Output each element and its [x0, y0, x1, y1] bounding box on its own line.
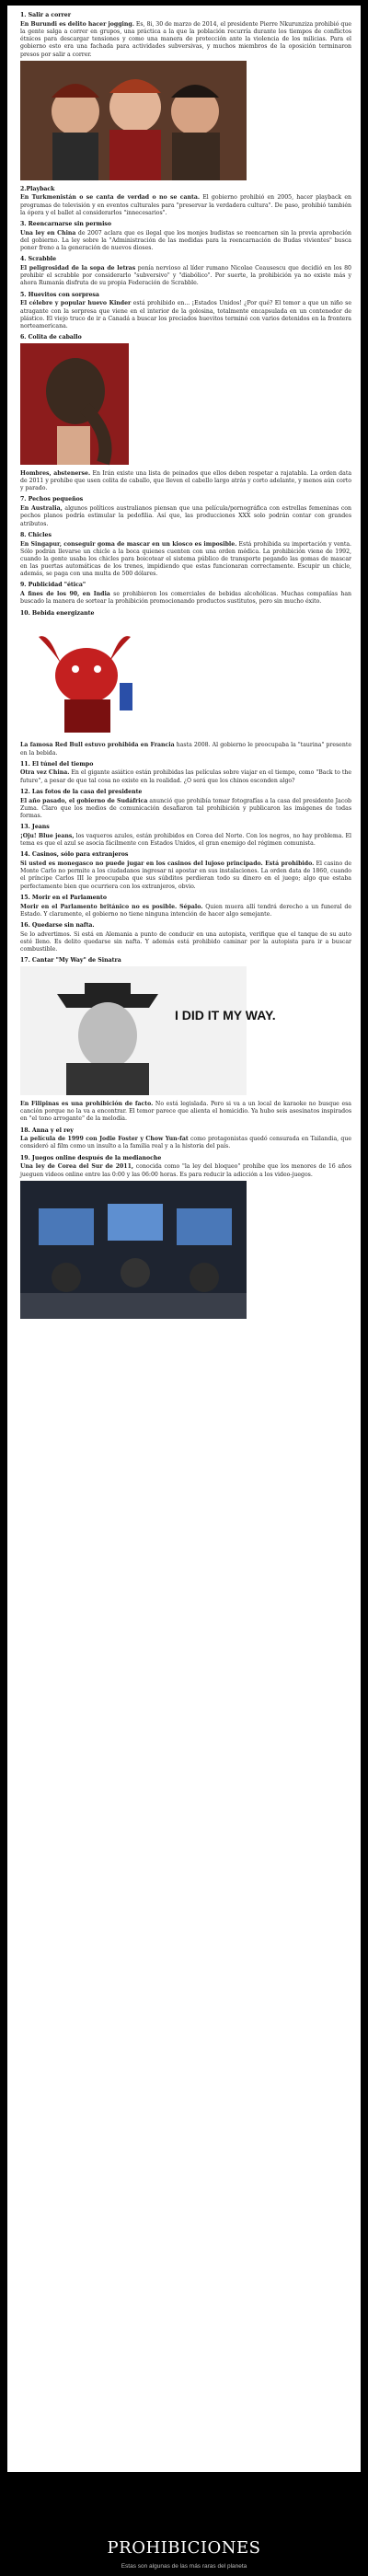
section-lead: ¡Oju! Blue jeans, — [20, 832, 75, 839]
section-body: hasta 2008. Al gobierno le preocupaba la "taurina" presente en la bebida. — [20, 742, 351, 757]
section-text — [20, 470, 351, 493]
section-body: se prohibieron los comerciales de bebidas alcohólicas. Muchas compañías han buscado la manera de sortear la prohibición promocionando productos sustitutos, pero sin mucho éxito. — [20, 591, 351, 606]
section-title: 14. Casinos, sólo para extranjeros — [20, 851, 129, 859]
section-lead: Una ley en China — [20, 229, 76, 237]
section-18 — [20, 1127, 351, 1151]
section-lead: El célebre y popular huevo Kinder — [20, 300, 132, 307]
footer-title: PROHIBICIONES — [107, 2538, 261, 2558]
section-body: los vaqueros azules, están prohibidos en Corea del Norte. Con los negros, no hay problema. El tema es que el azul se asocia fácilmente con Estados Unidos, el gran enemigo del régimen comunista. — [20, 832, 351, 848]
section-body: está prohibido en... ¡Estados Unidos! ¿Por qué? El temor a que un niño se atragante con la sorpresa que viene en el interior de la golosina, totalmente encapsulada en un contenedor de plástico. El viejo truco de ir a Canadá a buscar los preciados huevitos terminó con varios detenidos en la frontera norteamericana. — [20, 300, 351, 329]
section-title: 18. Anna y el rey — [20, 1126, 74, 1134]
section-1 — [20, 12, 351, 180]
sinatra-portrait — [20, 966, 276, 1095]
section-15 — [20, 895, 351, 918]
section-lead: Otra vez China. — [20, 769, 70, 777]
section-title: 16. Quedarse sin nafta. — [20, 921, 95, 929]
section-lead: La famosa Red Bull estuvo prohibida en Francia — [20, 742, 175, 749]
footer-subtitle: Estas son algunas de las más raras del planeta — [121, 2563, 247, 2570]
section-body: Está prohibida su importación y venta. Sólo podrán llevarse un chicle a la boca quienes cuenten con una orden médica. La prohibición viene de 1992, cuando la gente usaba los chicles para boicotear el sistema público de transporte pegando las gomas de mascar en las puertas automáticas de los trenes, impidiendo que estas funcionaran correctamente. Escupir un chicle, además, se paga con una multa de 500 dólares. — [20, 540, 351, 578]
section-lead: Si usted es monegasco no puede jugar en los casinos del lujoso principado. Está prohibido. — [20, 861, 315, 867]
section-title: 17. Cantar "My Way" de Sinatra — [20, 957, 121, 965]
section-lead: En Australia, — [20, 505, 63, 513]
section-title: 6. Colita de caballo — [20, 334, 82, 341]
section-text — [20, 21, 351, 59]
section-text — [20, 742, 351, 757]
section-lead: Una ley de Corea del Sur de 2011, — [20, 1163, 134, 1171]
section-text — [20, 904, 351, 918]
section-text — [20, 541, 351, 579]
section-lead: A fines de los 90, en India — [20, 591, 110, 598]
section-text — [20, 194, 351, 217]
photo-sinatra — [20, 966, 276, 1095]
section-title: 13. Jeans — [20, 824, 50, 831]
footer — [0, 2485, 368, 2576]
section-text — [20, 591, 351, 606]
section-body: El gobierno prohibió en 2005, hacer playback en programas de televisión y en eventos culturales para "preservar la verdadera cultura". De paso, prohibió también la ópera y el ballet al considerarlos "innecesarios". — [20, 194, 351, 216]
bull-drawing — [20, 618, 158, 736]
section-body: Quien muera allí tendrá derecho a un funeral de Estado. Y claramente, el gobierno no tiene ninguna intención de hacer algo semejante. — [20, 903, 351, 918]
section-text — [20, 1136, 351, 1150]
section-6 — [20, 334, 351, 492]
section-lead: En Burundi es delito hacer jogging. — [20, 20, 134, 28]
section-body: No está legislada. Pero si va a un local de karaoke no busque esa canción porque no la va a encontrar. El temor parece que alienta el homicidio. Ya hubo seis asesinatos inspirados en "el tono arrogante" de la melodía. — [20, 1100, 351, 1123]
section-body: conocida como "la ley del bloqueo" prohíbe que los menores de 16 años jueguen videos online entre las 0:00 y las 06:00 horas. Es para reducir la adicción a los video-juegos. — [20, 1163, 352, 1178]
image-placeholder — [20, 1181, 247, 1319]
section-lead: El peligrosidad de la sopa de letras — [20, 265, 136, 272]
section-17 — [20, 957, 351, 1123]
section-text — [20, 1163, 351, 1178]
section-body: algunos políticos australianos piensan que una película/pornográfica con estrellas femeninas con pechos planos podría estimular la pedofilia. Así que, las producciones XXX solo podrán contar con grandes atributos. — [20, 505, 351, 527]
section-body: Se lo advertimos. Si está en Alemania a punto de conducir en una autopista, verifique que el tanque de su auto esté lleno. Es delito quedarse sin nafta. Y además está prohibido caminar por la autopista para ir a buscar combustible. — [20, 930, 351, 953]
section-title: 9. Publicidad "ética" — [20, 582, 86, 589]
section-text — [20, 265, 351, 288]
section-title: 7. Pechos pequeños — [20, 496, 84, 503]
section-body: El casino de Monte Carlo no permite a los ciudadanos ingresar ni apostar en sus instalaciones. La orden data de 1860, cuando el príncipe Carlos III le preocupaba que sus súbditos perdieran todo su dinero en el juego; algo que estaba perfectamente bien que ocurriera con los extranjeros, obvio. — [20, 861, 351, 890]
section-4 — [20, 256, 351, 287]
section-lead: En Singapur, conseguir goma de mascar en un kiosco es imposible. — [20, 540, 237, 548]
section-body: En el gigante asiático están prohibidas las películas sobre viajar en el tiempo, como "Back to the future", a pesar de que tal cosa no existe en la realidad. ¿O será que los chinos esconden algo? — [20, 769, 351, 784]
section-text — [20, 861, 351, 891]
section-title: 10. Bebida energizante — [20, 609, 95, 617]
photo-gamers — [20, 1181, 247, 1319]
section-title: 12. Las fotos de la casa del presidente — [20, 788, 143, 795]
section-lead: En Turkmenistán o se canta de verdad o no se canta. — [20, 194, 201, 202]
section-text — [20, 300, 351, 330]
section-5 — [20, 292, 351, 331]
section-body: de 2007 aclara que es ilegal que los monjes budistas se reencarnen sin la previa aprobación del gobierno. La ley sobre la "Administración de las medidas para la reencarnación de Budas vivientes" busca poner freno a la generación de nuevos dioses. — [20, 229, 351, 252]
section-13 — [20, 824, 351, 848]
section-text — [20, 798, 351, 821]
section-title: 5. Huevitos con sorpresa — [20, 291, 99, 298]
section-body: anunció que prohibía tomar fotografías a la casa del presidente Jacob Zuma. Claro que los medios de comunicación desafiaron tal prohibición y publicaron las imágenes de todas formas. — [20, 797, 351, 819]
section-lead: Hombres, abstenerse. — [20, 469, 91, 477]
article-panel — [7, 6, 361, 2472]
photo-ponytail — [20, 343, 129, 465]
section-9 — [20, 582, 351, 606]
section-body: como protagonistas quedó censurada en Tailandia, que consideró al film como un insulto a la familia real y a la historia del país. — [20, 1136, 351, 1150]
section-12 — [20, 789, 351, 820]
section-body: ponía nervioso al líder rumano Nicolae Ceausescu que decidió en los 80 prohibir el scrabble por considerarlo "subversivo" y "diabólico". Por suerte, la prohibición ya no existe más y ahora Rumanía disfruta de su propia Federación de Scrabble. — [20, 265, 351, 287]
section-title: 8. Chicles — [20, 531, 52, 538]
section-title: 3. Reencarnarse sin permiso — [20, 221, 112, 227]
section-text — [20, 769, 351, 784]
section-lead: La película de 1999 con Jodie Foster y Chow Yun-fat — [20, 1136, 189, 1143]
photo-joggers — [20, 61, 247, 180]
section-3 — [20, 221, 351, 252]
section-body: En Irán existe una lista de peinados que ellos deben respetar a rajatabla. La orden data de 2011 y prohíbe que usen colita de caballo, que lleven el cabello largo atrás y corto adelante, y menos aún corto y parado. — [20, 469, 352, 492]
section-11 — [20, 761, 351, 785]
section-8 — [20, 532, 351, 579]
section-text — [20, 1101, 351, 1124]
sinatra-sign-text: I DID IT MY WAY. — [175, 1007, 276, 1022]
section-text — [20, 230, 351, 253]
article-content — [7, 6, 361, 1319]
section-2 — [20, 186, 351, 217]
section-10 — [20, 610, 351, 757]
section-7 — [20, 496, 351, 527]
section-title: 15. Morir en el Parlamento — [20, 894, 108, 901]
image-placeholder — [20, 61, 247, 180]
section-19 — [20, 1155, 351, 1319]
section-lead: En Filipinas es una prohibición de facto. — [20, 1100, 154, 1107]
section-title: 2.Playback — [20, 185, 55, 192]
image-placeholder — [20, 343, 129, 465]
section-body: Es, 8i, 30 de marzo de 2014, el presidente Pierre Nkurunziza prohibió que la gente salga a correr en grupos, una práctica a la que la población recurría durante los tiempos de conflictos étnicos para descargar tensiones y como una manera de protección ante la violencia de los milicias. Para el gobierno esto era una fachada para actividades subversivas, y muchos miembros de la oposición terminaron presos por salir a correr. — [20, 20, 351, 58]
section-text — [20, 931, 351, 954]
section-lead: Morir en el Parlamento británico no es posible. Sépalo. — [20, 903, 203, 910]
section-title: 19. Juegos online después de la medianoche — [20, 1154, 162, 1161]
illustration-red-bull — [20, 618, 158, 736]
section-title: 4. Scrabble — [20, 256, 57, 263]
section-text — [20, 505, 351, 528]
section-title: 1. Salir a correr — [20, 12, 71, 18]
section-text — [20, 833, 351, 848]
section-lead: El año pasado, el gobierno de Sudáfrica — [20, 797, 148, 804]
section-14 — [20, 851, 351, 891]
section-title: 11. El túnel del tiempo — [20, 760, 94, 768]
section-16 — [20, 922, 351, 953]
